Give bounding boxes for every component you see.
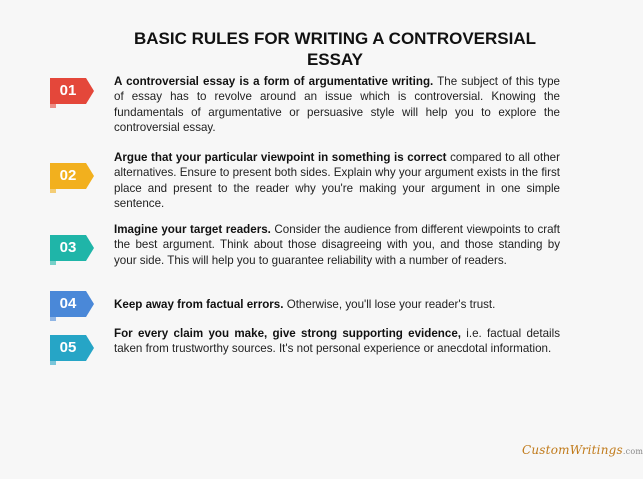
badge-number: 04 <box>50 291 86 317</box>
rule-text-03 <box>114 222 560 268</box>
badge-arrow-icon <box>86 163 94 189</box>
badge-arrow-icon <box>86 291 94 317</box>
title-line-1: BASIC RULES FOR WRITING A CONTROVERSIAL <box>133 29 536 48</box>
badge-number: 02 <box>50 163 86 189</box>
rule-bold-lead: Imagine your target readers. <box>114 223 271 236</box>
rule-text-02 <box>114 150 560 212</box>
brand-logo-name: CustomWritings <box>522 443 623 457</box>
badge-fold-icon <box>50 317 56 321</box>
badge-fold-icon <box>50 261 56 265</box>
badge-arrow-icon <box>86 235 94 261</box>
number-badge-01 <box>50 78 96 104</box>
brand-logo-domain: .com <box>622 447 643 456</box>
badge-arrow-icon <box>86 78 94 104</box>
badge-fold-icon <box>50 104 56 108</box>
badge-number: 05 <box>50 335 86 361</box>
badge-fold-icon <box>50 189 56 193</box>
rule-body: The subject of this type of essay has to revolve around an issue which is controversial. Knowing the fundamentals of argumentative or persuasive style will help you to explore the controversial essay. <box>114 75 560 135</box>
number-badge-05 <box>50 335 96 361</box>
badge-number: 03 <box>50 235 86 261</box>
rule-body: Otherwise, you'll lose your reader's trust. <box>283 298 496 311</box>
number-badge-02 <box>50 163 96 189</box>
slide-title <box>100 28 570 70</box>
rule-bold-lead: A controversial essay is a form of argumentative writing. <box>114 75 434 88</box>
number-badge-04 <box>50 291 96 317</box>
rule-text-01 <box>114 74 560 136</box>
badge-fold-icon <box>50 361 56 365</box>
rule-text-04 <box>114 297 560 312</box>
brand-logo <box>522 443 643 457</box>
rule-bold-lead: Argue that your particular viewpoint in something is correct <box>114 151 447 164</box>
rule-bold-lead: For every claim you make, give strong supporting evidence, <box>114 327 462 340</box>
rule-body: compared to all other alternatives. Ensure to present both sides. Explain why your argument exists in the first place and present to the reader why you're making your argument in one simple sentence. <box>114 151 560 211</box>
badge-arrow-icon <box>86 335 94 361</box>
badge-number: 01 <box>50 78 86 104</box>
rule-body: Consider the audience from different viewpoints to craft the best argument. Think about those disagreeing with you, and those standing by your side. This will help you to guarantee reliability with a number of readers. <box>114 223 560 267</box>
title-line-2: ESSAY <box>306 50 364 69</box>
rule-text-05 <box>114 326 560 357</box>
number-badge-03 <box>50 235 96 261</box>
rule-body: i.e. factual details taken from trustworthy sources. It's not personal experience or anecdotal information. <box>114 327 560 356</box>
rule-bold-lead: Keep away from factual errors. <box>114 298 284 311</box>
